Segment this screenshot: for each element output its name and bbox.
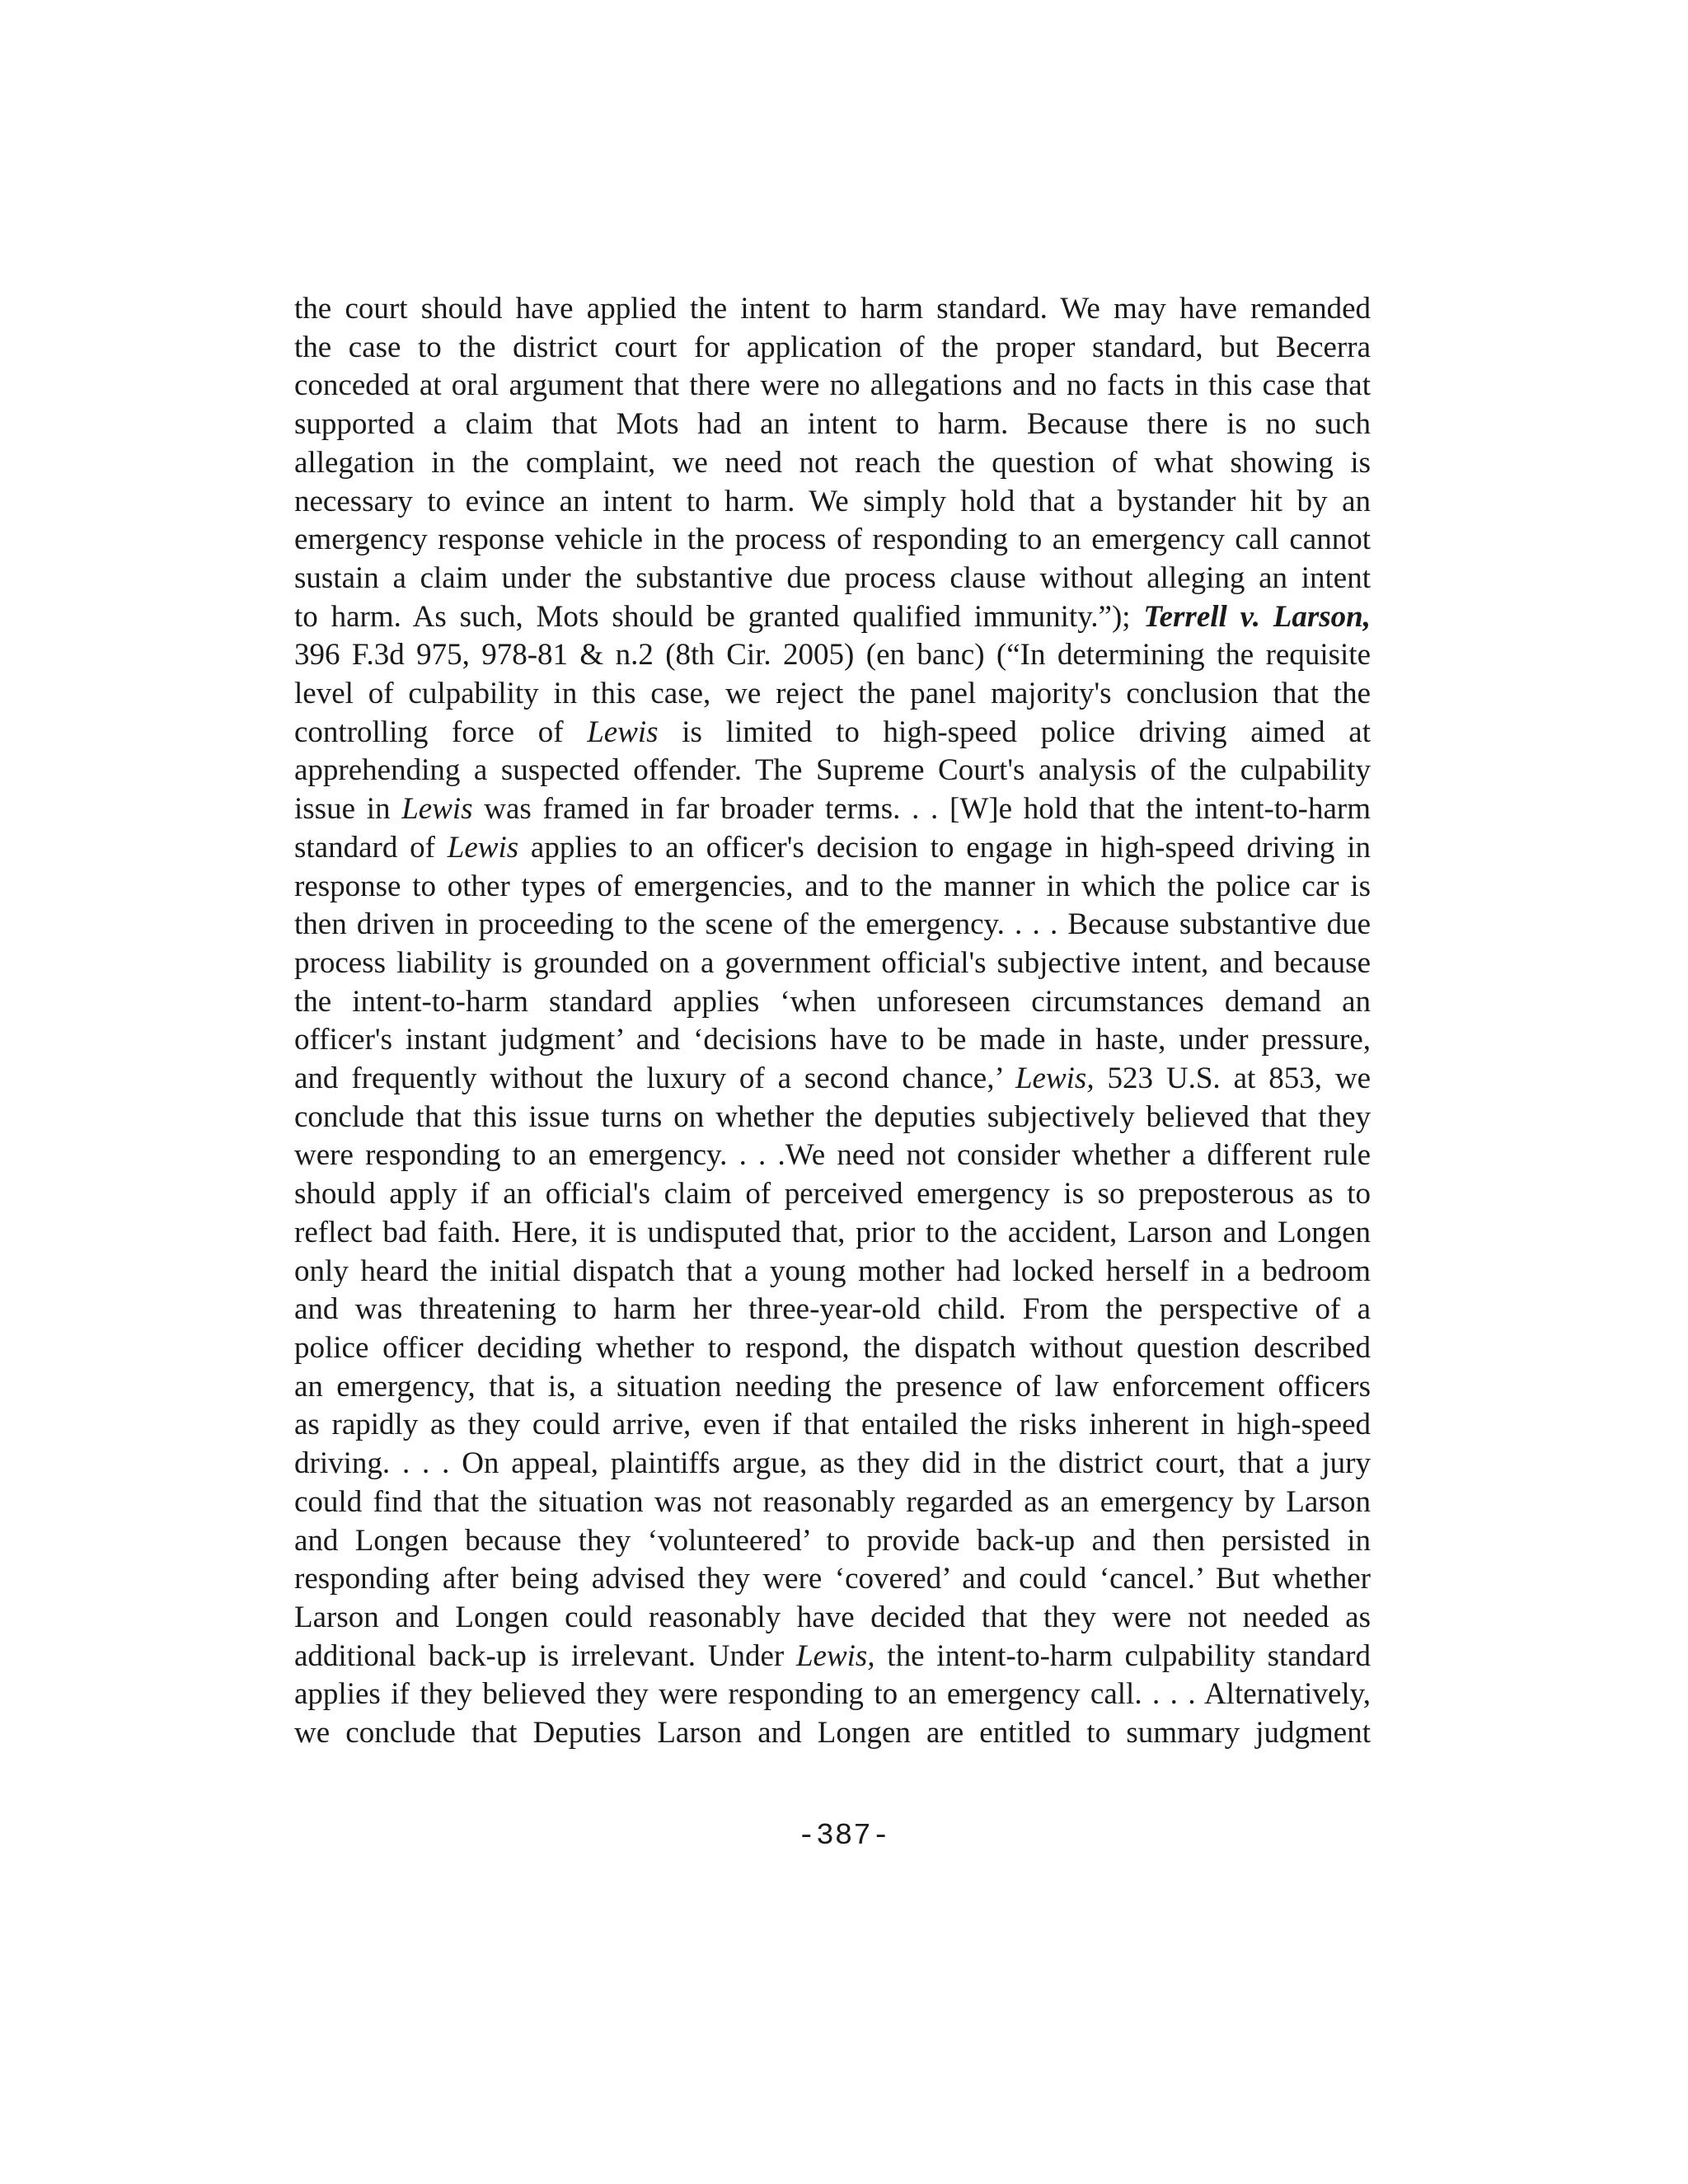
text-line [294,1214,1371,1253]
text-run: controlling force of [294,715,588,749]
text-line [294,906,1371,944]
text-line [294,714,1371,752]
text-run: response to other types of emergencies, and to the manner in which the police car is [294,869,1371,903]
text-run: level of culpability in this case, we reject the panel majority's conclusion that the [294,677,1371,711]
text-run: conceded at oral argument that there were no allegations and no facts in this case that [294,368,1371,403]
text-line [294,290,1371,329]
text-run: officer's instant judgment’ and ‘decisions have to be made in haste, under pressure, [294,1023,1371,1057]
text-line [294,675,1371,714]
text-line [294,1368,1371,1407]
text-line [294,1099,1371,1137]
text-run: should apply if an official's claim of perceived emergency is so preposterous as to [294,1177,1371,1212]
text-line [294,521,1371,560]
text-run: Larson and Longen could reasonably have decided that they were not needed as [294,1600,1371,1634]
text-line [294,1291,1371,1329]
text-line [294,790,1371,829]
text-line [294,752,1371,790]
text-run: the court should have applied the intent to harm standard. We may have remanded [294,292,1371,326]
text-line [294,1445,1371,1483]
text-line [294,329,1371,368]
text-run: the case to the district court for application of the proper standard, but Becerra [294,330,1371,364]
text-run: then driven in proceeding to the scene of the emergency. . . . Because substantive due [294,907,1371,942]
text-run: and was threatening to harm her three-year-old child. From the perspective of a [294,1292,1371,1327]
case-citation-text: Lewis [587,715,659,749]
text-run: could find that the situation was not reasonably regarded as an emergency by Larson [294,1484,1371,1519]
text-line [294,444,1371,483]
text-run: supported a claim that Mots had an intent to harm. Because there is no such [294,407,1371,442]
text-line [294,636,1371,675]
text-run: standard of [294,830,448,865]
text-line [294,1560,1371,1599]
text-run: applies if they believed they were responding to an emergency call. . . . Alternatively, [294,1677,1371,1712]
text-line [294,944,1371,983]
text-line [294,1483,1371,1522]
text-run: issue in [294,792,402,827]
text-run: were responding to an emergency. . . .We need not consider whether a different rule [294,1138,1371,1173]
text-line [294,1675,1371,1714]
text-line [294,868,1371,907]
text-run: 396 F.3d 975, 978-81 & n.2 (8th Cir. 2005) (en banc) (“In determining the requisite [294,638,1371,673]
text-run: police officer deciding whether to respond, the dispatch without question described [294,1330,1371,1365]
text-run: necessary to evince an intent to harm. We simply hold that a bystander hit by an [294,484,1371,518]
text-run: sustain a claim under the substantive due process clause without alleging an intent [294,560,1371,595]
text-run: we conclude that Deputies Larson and Longen are entitled to summary judgment [294,1716,1371,1750]
body-paragraph [294,290,1371,1753]
text-line [294,1137,1371,1175]
text-run: the intent-to-harm culpability standard [874,1638,1371,1673]
text-run: allegation in the complaint, we need not reach the question of what showing is [294,445,1371,480]
case-citation-text: Lewis, [795,1638,875,1673]
page-number: -387- [797,1819,891,1853]
text-line [294,598,1371,637]
text-line [294,1253,1371,1291]
text-run: applies to an officer's decision to engage in high-speed driving in [518,830,1371,865]
text-run: and Longen because they ‘volunteered’ to provide back-up and then persisted in [294,1523,1371,1558]
text-run: is limited to high-speed police driving aimed at [658,715,1371,749]
text-line [294,1060,1371,1099]
case-citation-text: Lewis, [1015,1062,1095,1096]
text-run: and frequently without the luxury of a second chance,’ [294,1062,1015,1096]
text-run: as rapidly as they could arrive, even if that entailed the risks inherent in high-speed [294,1408,1371,1442]
text-line [294,560,1371,598]
text-line [294,1638,1371,1676]
text-run: process liability is grounded on a government official's subjective intent, and because [294,945,1371,980]
text-line [294,1522,1371,1561]
text-line [294,1406,1371,1445]
case-citation-text: Lewis [447,830,519,865]
text-line [294,483,1371,522]
text-run: 523 U.S. at 853, we [1094,1062,1371,1096]
text-run: to harm. As such, Mots should be granted qualified immunity.”); [294,599,1144,634]
text-run: an emergency, that is, a situation needing the presence of law enforcement officers [294,1369,1371,1404]
case-citation-text: Lewis [401,792,473,827]
text-run: additional back-up is irrelevant. Under [294,1638,796,1673]
text-run: responding after being advised they were ‘covered’ and could ‘cancel.’ But whether [294,1562,1371,1596]
text-run: the intent-to-harm standard applies ‘when unforeseen circumstances demand an [294,984,1371,1019]
text-run: only heard the initial dispatch that a young mother had locked herself in a bedroom [294,1254,1371,1288]
text-line [294,1714,1371,1753]
text-line [294,1175,1371,1214]
text-run: reflect bad faith. Here, it is undisputed that, prior to the accident, Larson and Longen [294,1215,1371,1249]
text-line [294,1599,1371,1638]
text-run: apprehending a suspected offender. The Supreme Court's analysis of the culpability [294,753,1371,788]
text-line [294,829,1371,868]
text-run: driving. . . . On appeal, plaintiffs argue, as they did in the district court, that a jury [294,1446,1371,1481]
text-line [294,367,1371,405]
text-line [294,405,1371,444]
text-run: emergency response vehicle in the process of responding to an emergency call cannot [294,523,1371,557]
text-run: conclude that this issue turns on whether the deputies subjectively believed that they [294,1099,1371,1134]
case-citation-text: Terrell v. Larson, [1143,599,1371,634]
text-run: was framed in far broader terms. . . [W]e hold that the intent-to-harm [472,792,1371,827]
text-line [294,983,1371,1022]
text-line [294,1329,1371,1368]
text-line [294,1021,1371,1060]
